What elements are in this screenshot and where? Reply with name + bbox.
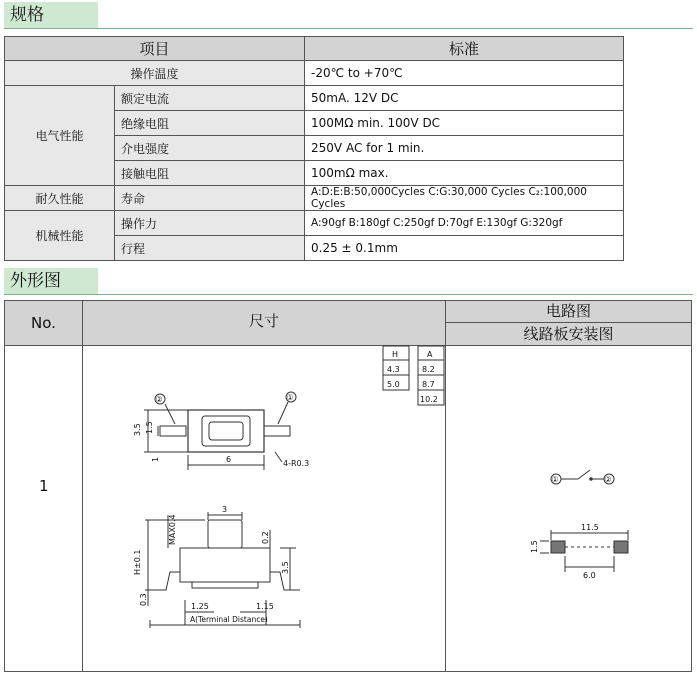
label-force: 操作力 — [115, 211, 305, 236]
category-mechanical: 机械性能 — [5, 211, 115, 261]
dim-max: MAX0.4 — [168, 514, 177, 545]
value-insulation: 100MΩ min. 100V DC — [305, 111, 624, 136]
value-dielectric: 250V AC for 1 min. — [305, 136, 624, 161]
label-insulation: 绝缘电阻 — [115, 111, 305, 136]
pin1-label: ① — [286, 393, 294, 402]
label-temp: 操作温度 — [5, 61, 305, 86]
header-pcb: 线路板安装图 — [446, 323, 691, 345]
dim-radius: 4-R0.3 — [283, 459, 310, 468]
dim-125: 1.25 — [191, 602, 209, 611]
value-temp: -20℃ to +70℃ — [305, 61, 624, 86]
dim-inner: 1.5 — [145, 421, 154, 434]
dim-h: H±0.1 — [133, 549, 142, 575]
circuit-pin2: ② — [604, 475, 612, 484]
label-travel: 行程 — [115, 236, 305, 261]
ha-h-header: H — [392, 350, 399, 359]
dim-width: 6 — [226, 455, 232, 464]
value-rated-current: 50mA. 12V DC — [305, 86, 624, 111]
header-no: No. — [5, 301, 82, 345]
category-durability: 耐久性能 — [5, 186, 115, 211]
pcb-layout-drawing — [540, 530, 628, 572]
header-size: 尺寸 — [83, 301, 445, 345]
pin2-label: ② — [155, 395, 163, 404]
pcb-span: 11.5 — [581, 523, 599, 532]
dim-top: 3 — [222, 505, 228, 514]
label-life: 寿命 — [115, 186, 305, 211]
label-dielectric: 介电强度 — [115, 136, 305, 161]
dim-35: 3.5 — [281, 561, 290, 574]
label-rated-current: 额定电流 — [115, 86, 305, 111]
section-title-spec: 规格 — [4, 2, 98, 28]
value-contact: 100mΩ max. — [305, 161, 624, 186]
category-electrical: 电气性能 — [5, 86, 115, 186]
dim-03: 0.3 — [139, 593, 148, 606]
ha-a-value: 8.2 — [422, 365, 435, 374]
value-life: A:D:E:B:50,000Cycles C:G:30,000 Cycles C₂:100,000 Cycles — [305, 186, 624, 211]
ha-h-value: 5.0 — [387, 380, 400, 389]
dim-lead: 1 — [151, 456, 160, 462]
pcb-pad: 1.5 — [530, 540, 539, 553]
ha-a-value: 10.2 — [420, 395, 438, 404]
value-travel: 0.25 ± 0.1mm — [305, 236, 624, 261]
circuit-drawing — [561, 470, 604, 480]
label-contact: 接触电阻 — [115, 161, 305, 186]
circuit-pin1: ① — [551, 475, 559, 484]
top-view-drawing — [144, 402, 290, 470]
ha-a-header: A — [427, 350, 433, 359]
dim-terminal: A(Terminal Distance) — [190, 615, 268, 624]
dim-02: 0.2 — [261, 531, 270, 544]
section-title-outline: 外形图 — [4, 268, 98, 294]
ha-a-value: 8.7 — [422, 380, 435, 389]
ha-h-value: 4.3 — [387, 365, 400, 374]
pcb-pitch: 6.0 — [583, 571, 596, 580]
dim-height: 3.5 — [133, 423, 142, 436]
row-number: 1 — [39, 477, 49, 495]
value-force: A:90gf B:180gf C:250gf D:70gf E:130gf G:320gf — [305, 211, 624, 236]
header-item: 项目 — [5, 37, 305, 61]
dim-115: 1.15 — [256, 602, 274, 611]
header-standard: 标准 — [305, 37, 624, 61]
header-circuit: 电路图 — [446, 301, 691, 322]
